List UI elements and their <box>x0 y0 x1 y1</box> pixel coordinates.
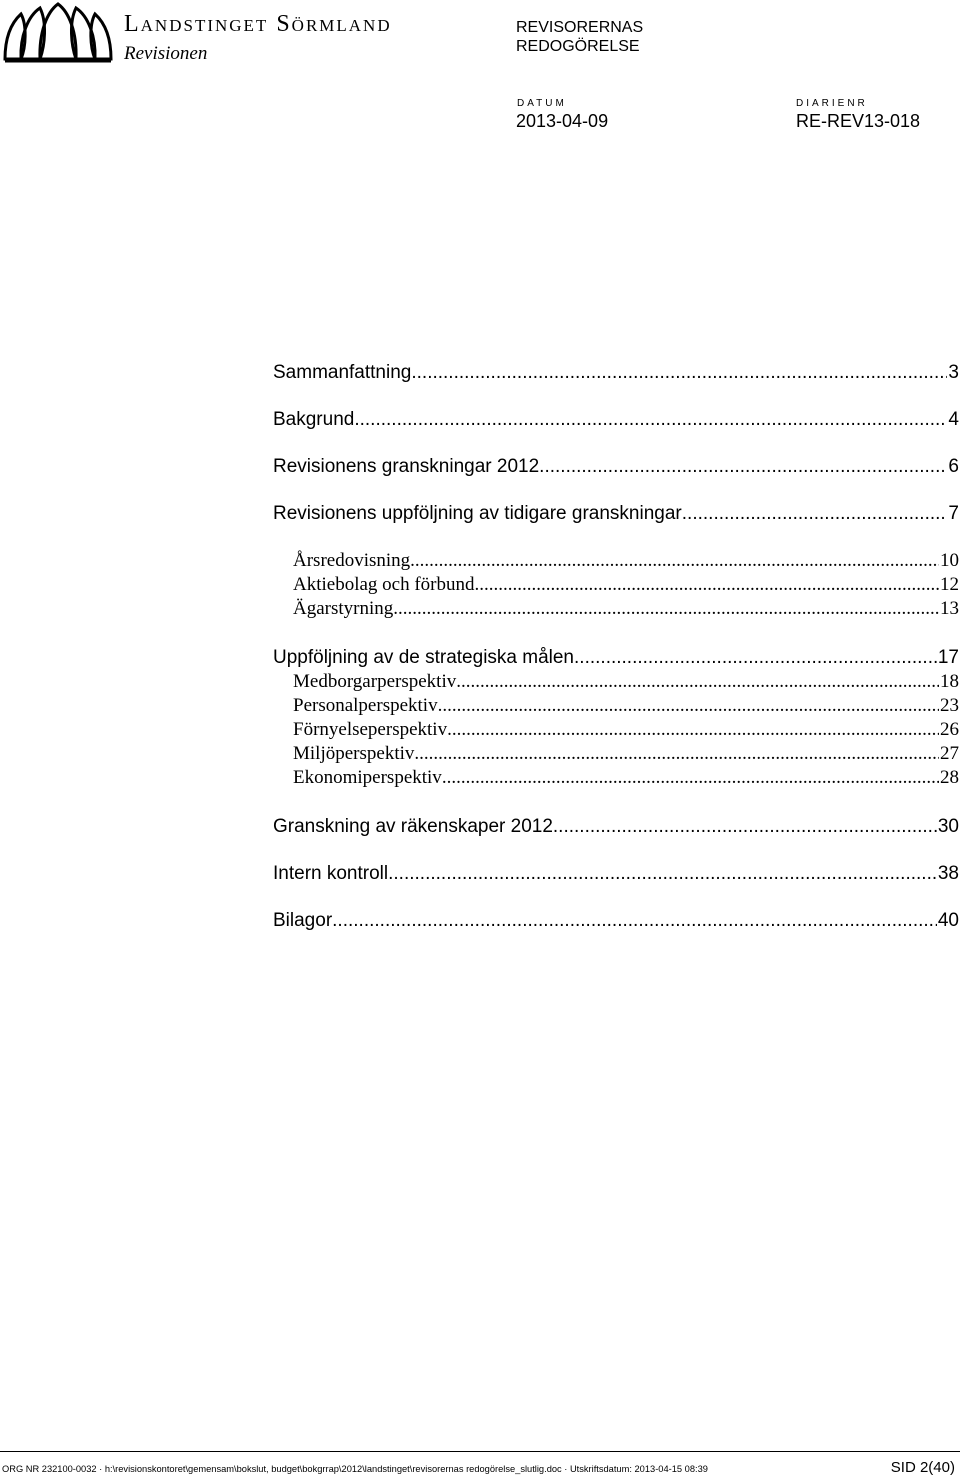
toc-leader-dots <box>447 719 939 741</box>
toc-entry[interactable] <box>273 647 959 669</box>
toc-leader-dots <box>574 647 937 669</box>
toc-entry-title: Sammanfattning <box>273 362 412 383</box>
toc-entry-title: Personalperspektiv <box>293 695 438 716</box>
toc-leader-dots <box>410 550 939 572</box>
toc-entry-page: 4 <box>948 409 959 430</box>
footer-divider <box>0 1451 960 1452</box>
toc-entry-page: 26 <box>940 719 959 740</box>
document-type-line-1: REVISORERNAS <box>516 19 644 36</box>
toc-leader-dots <box>539 456 947 478</box>
toc-entry[interactable] <box>273 409 959 431</box>
toc-entry-title: Intern kontroll <box>273 863 389 884</box>
toc-leader-dots <box>442 767 939 789</box>
toc-entry[interactable] <box>273 362 959 384</box>
toc-entry-page: 6 <box>948 456 959 477</box>
toc-entry[interactable] <box>293 719 959 741</box>
toc-entry-title: Uppföljning av de strategiska målen <box>273 647 575 668</box>
toc-entry[interactable] <box>293 743 959 765</box>
toc-leader-dots <box>411 362 947 384</box>
toc-entry-title: Bakgrund <box>273 409 355 430</box>
toc-entry-page: 27 <box>940 743 959 764</box>
toc-entry-title: Granskning av räkenskaper 2012 <box>273 816 553 837</box>
toc-entry-title: Miljöperspektiv <box>293 743 415 764</box>
page-number: SID 2(40) <box>890 1459 955 1476</box>
diarie-label: DIARIENR <box>796 98 868 109</box>
toc-entry[interactable] <box>293 574 959 596</box>
toc-entry[interactable] <box>293 671 959 693</box>
toc-entry-page: 13 <box>940 598 959 619</box>
footer-document-info: ORG NR 232100-0032 · h:\revisionskontoret\gemensam\bokslut, budget\bokgrrap\2012\landstinget\revisorernas redogörelse_slutlig.doc · Utskriftsdatum: 2013-04-15 08:39 <box>2 1464 708 1474</box>
toc-leader-dots <box>682 503 948 525</box>
organization-department: Revisionen <box>124 43 208 64</box>
document-type-line-2: REDOGÖRELSE <box>516 38 640 55</box>
toc-entry[interactable] <box>273 816 959 838</box>
toc-leader-dots <box>332 910 937 932</box>
toc-entry[interactable] <box>293 550 959 572</box>
toc-entry[interactable] <box>273 910 959 932</box>
toc-entry-page: 17 <box>937 647 959 668</box>
toc-leader-dots <box>354 409 947 431</box>
toc-entry-page: 28 <box>940 767 959 788</box>
toc-entry-page: 7 <box>948 503 959 524</box>
toc-leader-dots <box>388 863 937 885</box>
diarie-value: RE-REV13-018 <box>796 111 921 131</box>
toc-entry-page: 40 <box>937 910 959 931</box>
toc-leader-dots <box>553 816 937 838</box>
toc-entry-page: 38 <box>937 863 959 884</box>
toc-entry-page: 12 <box>940 574 959 595</box>
toc-entry[interactable] <box>293 598 959 620</box>
toc-leader-dots <box>438 695 939 717</box>
organization-name: Landstinget Sörmland <box>124 11 392 37</box>
toc-entry-page: 18 <box>940 671 959 692</box>
date-label: DATUM <box>517 98 567 109</box>
date-value: 2013-04-09 <box>516 111 609 131</box>
toc-entry-page: 30 <box>937 816 959 837</box>
toc-entry[interactable] <box>273 456 959 478</box>
toc-entry-page: 3 <box>948 362 959 383</box>
toc-entry[interactable] <box>293 767 959 789</box>
toc-entry-title: Aktiebolag och förbund <box>293 574 475 595</box>
toc-entry-title: Revisionens uppföljning av tidigare granskningar <box>273 503 682 524</box>
toc-leader-dots <box>414 743 939 765</box>
toc-leader-dots <box>456 671 939 693</box>
toc-entry-title: Revisionens granskningar 2012 <box>273 456 540 477</box>
toc-entry[interactable] <box>273 503 959 525</box>
toc-entry-title: Medborgarperspektiv <box>293 671 457 692</box>
toc-entry-title: Bilagor <box>273 910 333 931</box>
toc-entry[interactable] <box>293 695 959 717</box>
toc-entry-title: Årsredovisning <box>293 550 411 571</box>
toc-entry[interactable] <box>273 863 959 885</box>
toc-entry-page: 23 <box>940 695 959 716</box>
toc-entry-title: Förnyelseperspektiv <box>293 719 448 740</box>
toc-leader-dots <box>393 598 939 620</box>
toc-entry-page: 10 <box>940 550 959 571</box>
toc-entry-title: Ekonomiperspektiv <box>293 767 442 788</box>
toc-entry-title: Ägarstyrning <box>293 598 394 619</box>
toc-leader-dots <box>475 574 939 596</box>
